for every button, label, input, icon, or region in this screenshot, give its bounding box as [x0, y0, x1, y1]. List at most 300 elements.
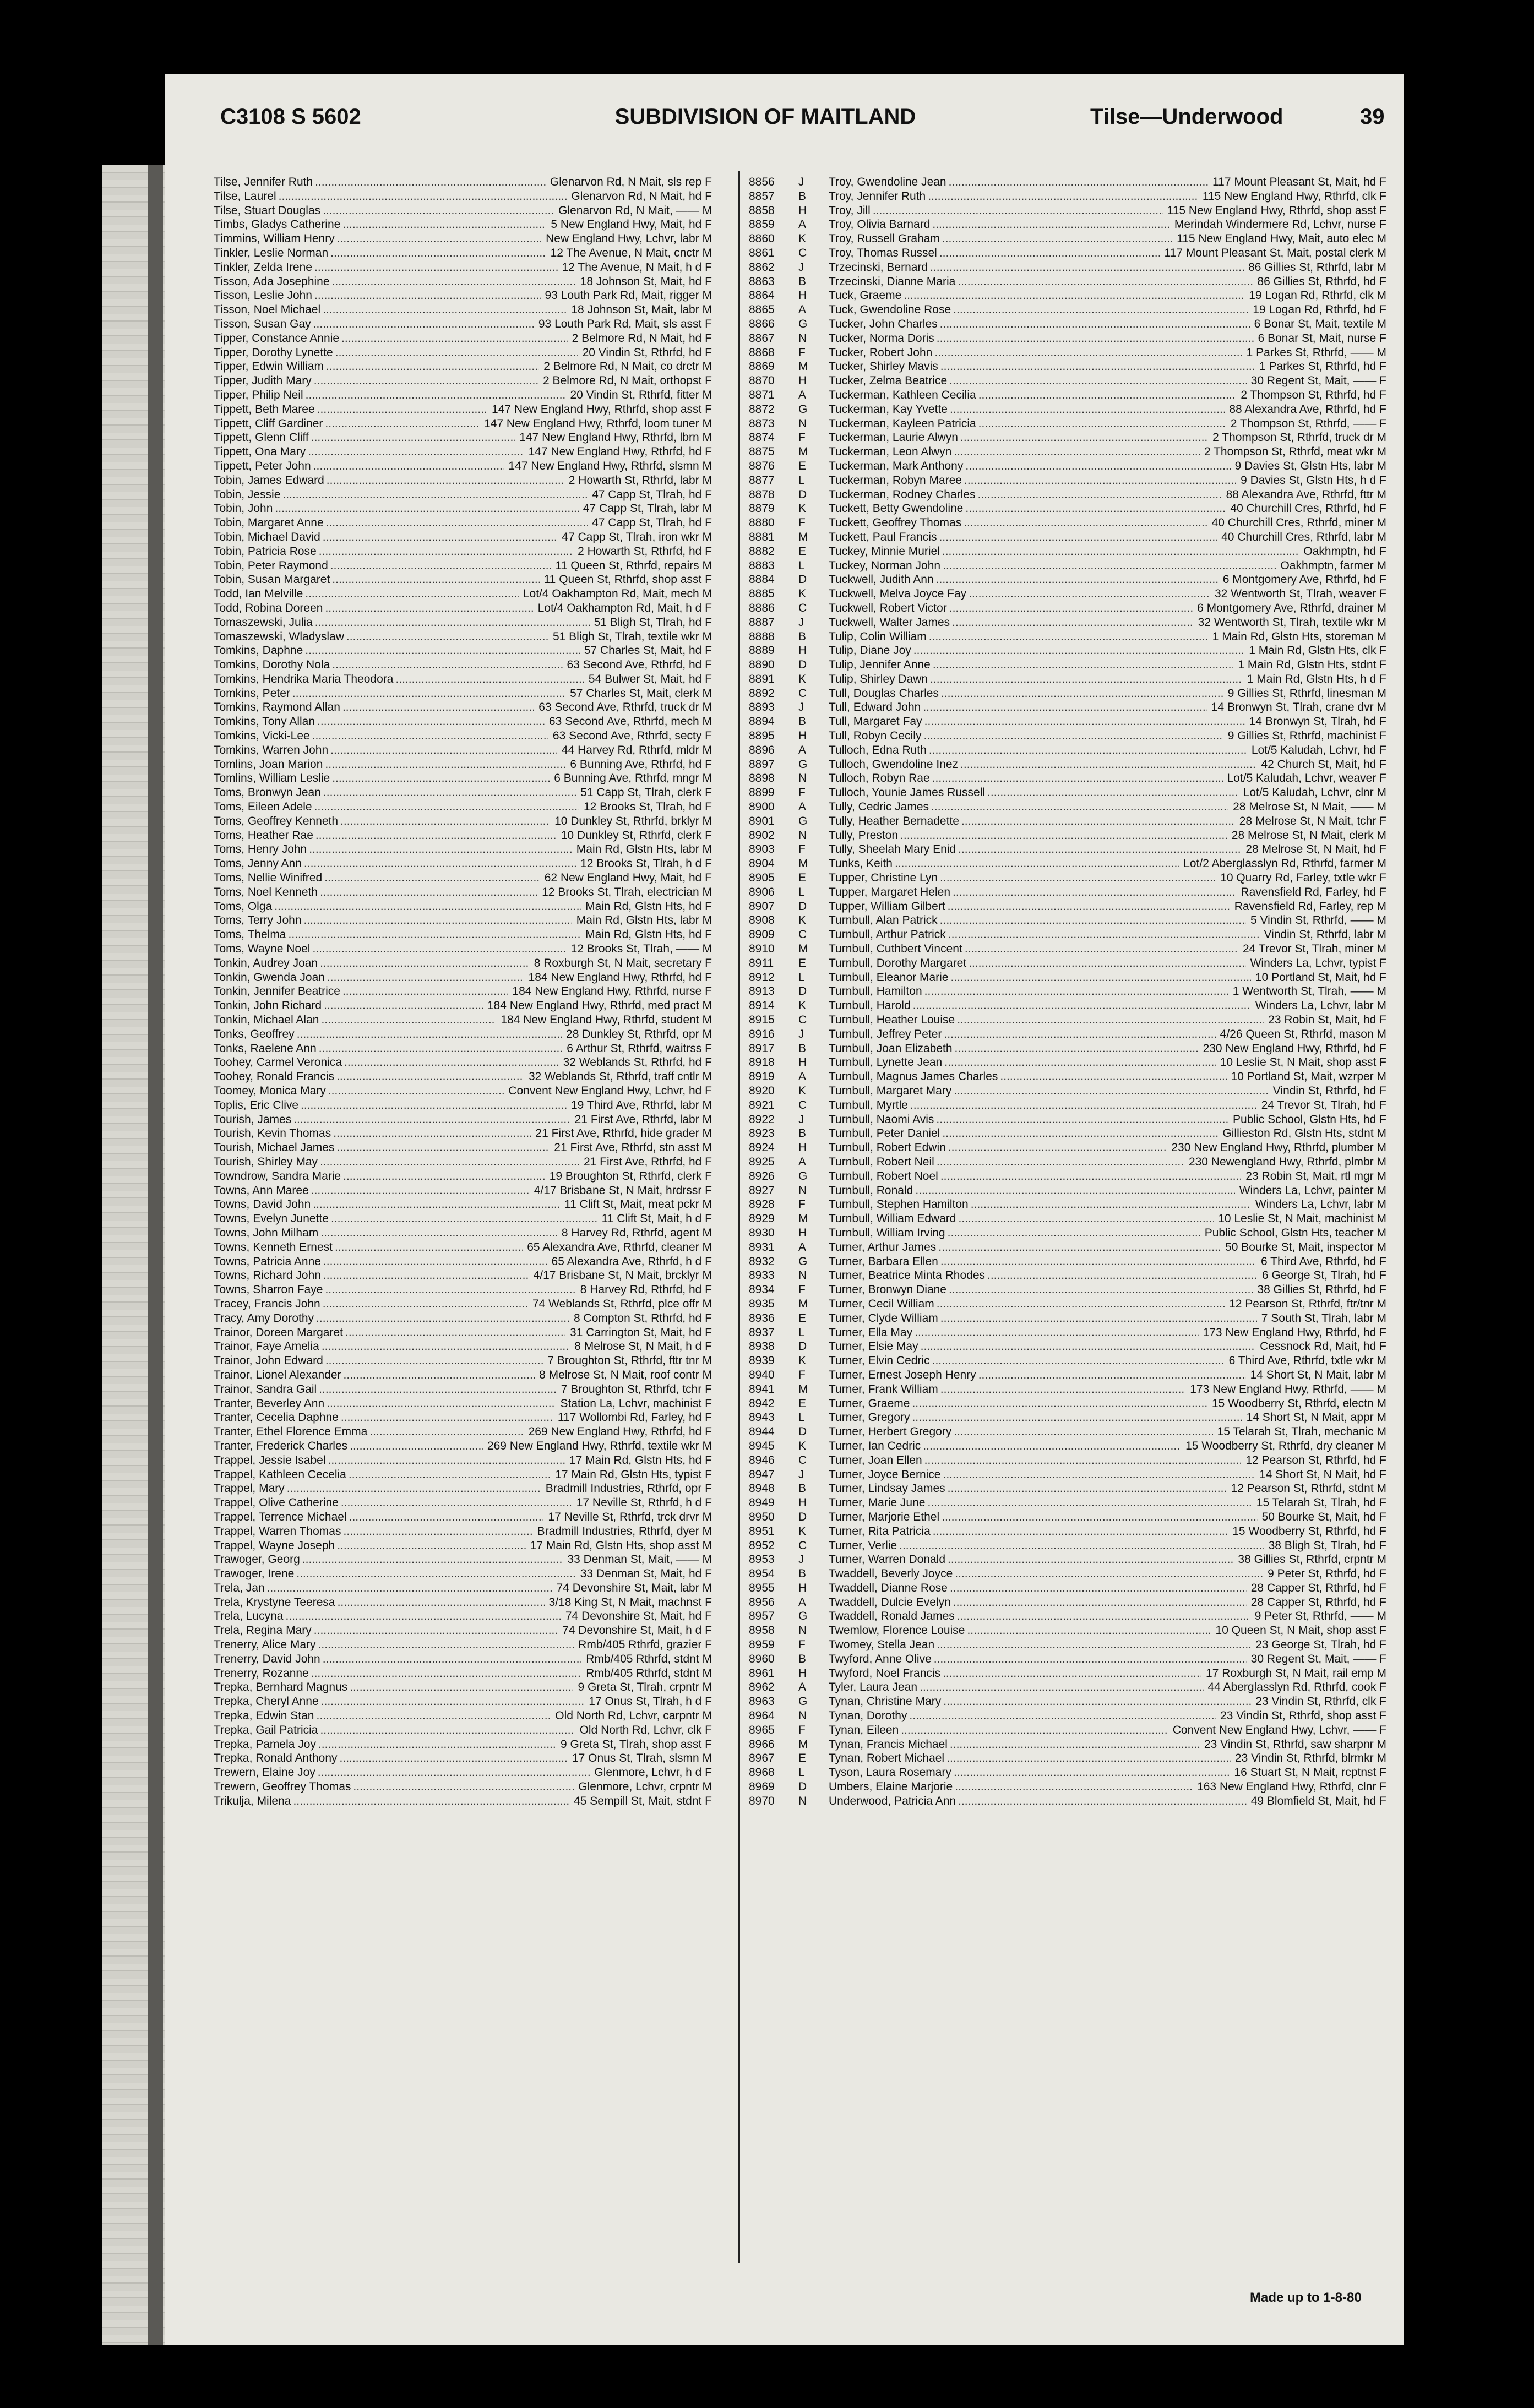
entry-name: Trainor, Faye Amelia	[214, 1340, 319, 1353]
entry-address: 6 Arthur St, Rthrfd, waitrss F	[567, 1042, 712, 1055]
entry-name: Turner, Beatrice Minta Rhodes	[829, 1269, 986, 1282]
entry-name: Tracey, Francis John	[214, 1297, 320, 1310]
entry-name: Tuckerman, Kathleen Cecilia	[829, 388, 976, 401]
entry-name: Turnbull, Myrtle	[829, 1098, 908, 1112]
directory-entry	[749, 999, 1386, 1013]
entry-name: Turnbull, Hamilton	[829, 985, 922, 998]
directory-entry	[214, 885, 712, 900]
entry-address: 1 Wentworth St, Tlrah, —— M	[1232, 985, 1386, 998]
directory-entry	[214, 842, 712, 857]
directory-entry	[214, 374, 712, 388]
entry-address: 14 Short St, N Mait, labr M	[1250, 1368, 1386, 1381]
leader-dots	[317, 402, 487, 417]
polling-code: M	[798, 1737, 808, 1751]
entry-address: 1 Main Rd, Glstn Hts, h d F	[1247, 672, 1386, 685]
entry-address: 45 Sempill St, Mait, stdnt F	[574, 1794, 712, 1807]
directory-entry	[749, 715, 1386, 729]
leader-dots	[954, 1766, 1230, 1780]
entry-address: 163 New England Hwy, Rthrfd, clnr F	[1197, 1780, 1386, 1794]
entry-address: 74 Devonshire St, Mait, h d F	[562, 1624, 712, 1637]
elector-number: 8933	[749, 1269, 775, 1282]
leader-dots	[909, 1709, 1216, 1723]
directory-entry	[214, 1055, 712, 1070]
leader-dots	[940, 1169, 1242, 1184]
directory-entry	[749, 1042, 1386, 1056]
entry-name: Turnbull, Jeffrey Peter	[829, 1027, 942, 1040]
directory-entry	[214, 658, 712, 672]
leader-dots	[323, 1255, 547, 1269]
entry-address: 147 New England Hwy, Rthrfd, loom tuner M	[484, 417, 712, 430]
directory-entry	[214, 1197, 712, 1212]
directory-entry	[749, 1453, 1386, 1468]
entry-name: Tipper, Philip Neil	[214, 388, 303, 401]
entry-address: 74 Devonshire St, Mait, labr M	[556, 1581, 712, 1594]
polling-code: K	[798, 502, 807, 515]
elector-number: 8885	[749, 587, 775, 601]
entry-name: Trawoger, Irene	[214, 1567, 295, 1581]
elector-number: 8965	[749, 1723, 775, 1736]
leader-dots	[323, 786, 576, 800]
entry-name: Tynan, Christine Mary	[829, 1695, 942, 1708]
entry-name: Troy, Jill	[829, 204, 871, 217]
leader-dots	[942, 232, 1172, 246]
entry-address: 11 Queen St, Rthrfd, repairs M	[555, 559, 712, 572]
polling-code: E	[798, 544, 807, 558]
leader-dots	[978, 1368, 1246, 1382]
entry-address: 10 Quarry Rd, Farley, txtle wkr F	[1220, 871, 1386, 885]
directory-entry	[214, 1539, 712, 1553]
entry-address: 9 Davies St, Glstn Hts, labr M	[1234, 459, 1386, 472]
entry-name: Trainor, Sandra Gail	[214, 1382, 317, 1396]
directory-entry	[749, 417, 1386, 431]
polling-code: F	[798, 843, 806, 856]
entry-address: 2 Thompson St, Rthrfd, truck dr M	[1212, 431, 1386, 444]
leader-dots	[923, 700, 1206, 715]
polling-code: F	[798, 346, 806, 359]
entry-address: 28 Melrose St, N Mait, hd F	[1245, 843, 1386, 856]
entry-address: 33 Denman St, Mait, hd F	[580, 1567, 712, 1581]
entry-address: 12 Pearson St, Rthrfd, hd F	[1245, 1453, 1386, 1467]
elector-number: 8937	[749, 1326, 775, 1339]
polling-code: N	[798, 1184, 807, 1197]
elector-number: 8963	[749, 1695, 775, 1708]
entry-address: 6 Bunning Ave, Rthrfd, mngr M	[554, 772, 712, 785]
entry-name: Tucker, Robert John	[829, 346, 933, 359]
leader-dots	[931, 800, 1228, 814]
entry-name: Toohey, Ronald Francis	[214, 1070, 335, 1083]
leader-dots	[344, 1055, 559, 1070]
entry-name: Tuckwell, Judith Ann	[829, 573, 934, 586]
polling-code: L	[798, 1326, 805, 1339]
polling-code: H	[798, 1666, 807, 1680]
directory-entry	[214, 1155, 712, 1169]
directory-entry	[749, 601, 1386, 615]
elector-number: 8865	[749, 303, 775, 317]
leader-dots	[948, 1141, 1167, 1155]
leader-dots	[954, 445, 1200, 459]
entry-name: Tisson, Susan Gay	[214, 317, 311, 330]
directory-entry	[749, 217, 1386, 232]
entry-address: 6 Third Ave, Rthrfd, txtle wkr M	[1228, 1354, 1386, 1368]
directory-entry	[214, 672, 712, 687]
elector-number: 8864	[749, 289, 775, 302]
elector-number: 8968	[749, 1766, 775, 1779]
entry-name: Towns, Patricia Anne	[214, 1255, 321, 1268]
polling-code: G	[798, 402, 808, 416]
directory-entry	[214, 771, 712, 786]
entry-address: 8 Melrose St, N Mait, roof contr M	[539, 1368, 712, 1381]
directory-entry	[749, 1481, 1386, 1496]
elector-number: 8936	[749, 1311, 775, 1325]
directory-entry	[749, 1397, 1386, 1411]
entry-name: Tisson, Noel Michael	[214, 303, 321, 317]
leader-dots	[950, 402, 1225, 417]
leader-dots	[948, 1552, 1233, 1567]
entry-address: 93 Louth Park Rd, Mait, sls asst F	[538, 317, 712, 330]
entry-address: Merindah Windermere Rd, Lchvr, nurse F	[1174, 218, 1386, 231]
entry-name: Tisson, Leslie John	[214, 289, 312, 302]
leader-dots	[337, 1539, 525, 1553]
entry-address: 269 New England Hwy, Rthrfd, hd F	[528, 1425, 712, 1439]
directory-entry	[214, 1723, 712, 1737]
entry-address: 8 Roxburgh St, N Mait, secretary F	[534, 956, 712, 969]
entry-name: Tynan, Dorothy	[829, 1709, 907, 1723]
entry-address: Winders La, Lchvr, labr M	[1255, 999, 1386, 1012]
directory-entry	[214, 530, 712, 544]
leader-dots	[958, 1212, 1214, 1226]
directory-entry	[214, 559, 712, 573]
elector-number: 8922	[749, 1113, 775, 1126]
entry-name: Tully, Cedric James	[829, 800, 929, 814]
directory-entry	[214, 175, 712, 189]
leader-dots	[939, 246, 1160, 260]
entry-name: Trawoger, Georg	[214, 1553, 300, 1566]
entry-name: Tranter, Frederick Charles	[214, 1439, 348, 1452]
leader-dots	[953, 885, 1236, 900]
entry-name: Trappel, Kathleen Cecelia	[214, 1468, 346, 1481]
entry-address: 86 Gillies St, Rthrfd, labr M	[1248, 260, 1386, 274]
elector-number: 8914	[749, 999, 775, 1012]
directory-entry	[749, 1141, 1386, 1155]
directory-entry	[749, 885, 1386, 900]
entry-address: Glenmore, Lchvr, crpntr M	[578, 1780, 712, 1794]
entry-name: Tuckerman, Kay Yvette	[829, 402, 948, 416]
polling-code: K	[798, 1439, 807, 1452]
leader-dots	[318, 1737, 556, 1752]
entry-address: 47 Capp St, Tlrah, hd F	[592, 516, 712, 530]
entry-address: Lot/5 Kaludah, Lchvr, clnr M	[1243, 786, 1386, 799]
entry-name: Towns, Evelyn Junette	[214, 1212, 329, 1225]
directory-entry	[749, 204, 1386, 218]
polling-code: H	[798, 289, 807, 302]
entry-address: 50 Bourke St, Mait, inspector M	[1225, 1240, 1386, 1254]
directory-entry	[214, 913, 712, 928]
leader-dots	[327, 473, 564, 488]
entry-name: Turner, Clyde William	[829, 1311, 938, 1325]
elector-number: 8897	[749, 758, 775, 771]
directory-entry	[214, 857, 712, 871]
entry-address: Rmb/405 Rthrfd, stdnt M	[586, 1666, 712, 1680]
entry-address: 17 Neville St, Rthrfd, trck drvr M	[548, 1510, 712, 1523]
entry-address: 28 Melrose St, N Mait, clerk M	[1231, 829, 1386, 842]
leader-dots	[287, 1481, 541, 1496]
directory-entry	[749, 374, 1386, 388]
directory-entry	[214, 1042, 712, 1056]
directory-entry	[214, 942, 712, 956]
entry-name: Turnbull, Peter Daniel	[829, 1127, 940, 1140]
leader-dots	[948, 928, 1260, 942]
entry-name: Trikulja, Milena	[214, 1794, 291, 1807]
elector-number: 8949	[749, 1496, 775, 1510]
leader-dots	[275, 502, 578, 516]
polling-code: E	[798, 1311, 807, 1325]
leader-dots	[940, 1311, 1257, 1326]
leader-dots	[915, 1184, 1234, 1198]
entry-address: 17 Roxburgh St, N Mait, rail emp M	[1206, 1666, 1386, 1680]
leader-dots	[938, 1240, 1221, 1255]
directory-entry	[214, 204, 712, 218]
elector-number: 8882	[749, 544, 775, 558]
entry-address: 38 Gillies St, Rthrfd, hd F	[1257, 1283, 1386, 1296]
leader-dots	[320, 1226, 557, 1240]
elector-number: 8942	[749, 1397, 775, 1410]
elector-number: 8960	[749, 1652, 775, 1665]
entry-name: Towns, David John	[214, 1198, 311, 1211]
entry-address: 7 South St, Tlrah, labr M	[1261, 1311, 1386, 1325]
entry-address: 15 Telarah St, Tlrah, hd F	[1256, 1496, 1386, 1510]
entry-address: 4/17 Brisbane St, N Mait, hrdrssr F	[534, 1184, 712, 1197]
directory-entry	[214, 786, 712, 800]
entry-address: Winders La, Lchvr, typist F	[1250, 956, 1386, 969]
polling-code: L	[798, 885, 805, 898]
leader-dots	[948, 900, 1230, 914]
leader-dots	[332, 771, 550, 786]
directory-entry	[749, 459, 1386, 473]
entry-address: 2 Belmore Rd, N Mait, co drctr M	[543, 360, 712, 373]
directory-entry	[749, 1055, 1386, 1070]
leader-dots	[304, 913, 572, 928]
entry-address: 115 New England Hwy, Rthrfd, shop asst F	[1167, 204, 1386, 217]
entry-name: Tinkler, Zelda Irene	[214, 260, 312, 274]
directory-entry	[749, 1539, 1386, 1553]
polling-code: H	[798, 374, 807, 388]
entry-address: Station La, Lchvr, machinist F	[560, 1397, 712, 1410]
leader-dots	[899, 1539, 1264, 1553]
entry-address: 147 New England Hwy, Rthrfd, shop asst F	[492, 402, 712, 416]
directory-entry	[749, 1695, 1386, 1709]
entry-name: Trzecinski, Dianne Maria	[829, 275, 956, 288]
leader-dots	[1000, 1070, 1226, 1084]
leader-dots	[936, 573, 1219, 587]
entry-name: Tobin, Michael David	[214, 530, 320, 543]
leader-dots	[336, 1141, 550, 1155]
entry-name: Towns, Sharron Faye	[214, 1283, 323, 1296]
leader-dots	[333, 1126, 531, 1141]
entry-name: Turnbull, Ronald	[829, 1184, 913, 1197]
directory-entry	[214, 1326, 712, 1340]
entry-name: Turner, Cecil William	[829, 1297, 934, 1310]
leader-dots	[965, 459, 1230, 473]
directory-entry	[749, 317, 1386, 331]
polling-code: G	[798, 1255, 808, 1268]
directory-entry	[749, 1311, 1386, 1326]
entry-name: Turnbull, Magnus James Charles	[829, 1070, 998, 1083]
elector-number: 8858	[749, 204, 775, 217]
entry-address: 8 Harvey Rd, Rthrfd, agent M	[561, 1226, 712, 1239]
entry-name: Turnbull, Cuthbert Vincent	[829, 943, 962, 956]
directory-entry	[749, 1666, 1386, 1681]
entry-address: 63 Second Ave, Rthrfd, secty F	[552, 729, 712, 743]
entry-name: Tuckerman, Rodney Charles	[829, 488, 976, 501]
directory-entry	[214, 758, 712, 772]
leader-dots	[301, 1098, 567, 1113]
entry-address: 184 New England Hwy, Rthrfd, nurse F	[512, 985, 712, 998]
directory-entry	[214, 1439, 712, 1453]
directory-entry	[749, 587, 1386, 601]
leader-dots	[343, 1169, 545, 1184]
directory-entry	[749, 559, 1386, 573]
leader-dots	[324, 871, 540, 885]
entry-name: Turnbull, William Irving	[829, 1226, 945, 1239]
entry-address: 8 Harvey Rd, Rthrfd, hd F	[580, 1283, 712, 1296]
entry-name: Tulip, Colin William	[829, 630, 927, 643]
entry-address: 86 Gillies St, Rthrfd, hd F	[1257, 275, 1386, 288]
entry-name: Troy, Gwendoline Jean	[829, 176, 946, 188]
entry-address: Glenmore, Lchvr, h d F	[594, 1766, 712, 1779]
leader-dots	[978, 488, 1222, 502]
directory-entry	[214, 1410, 712, 1425]
directory-entry	[749, 1013, 1386, 1027]
directory-entry	[214, 871, 712, 885]
entry-name: Turner, Bronwyn Diane	[829, 1283, 946, 1296]
directory-entry	[749, 1552, 1386, 1567]
entry-address: 12 The Avenue, N Mait, cnctr M	[550, 246, 712, 259]
entry-name: Tobin, Margaret Anne	[214, 516, 324, 530]
polling-code: F	[798, 431, 806, 444]
leader-dots	[950, 1581, 1247, 1595]
entry-address: Old North Rd, Lchvr, carpntr M	[555, 1709, 712, 1723]
leader-dots	[309, 842, 572, 857]
entry-name: Underwood, Patricia Ann	[829, 1794, 956, 1807]
entry-name: Turner, Lindsay James	[829, 1482, 945, 1495]
entry-name: Tonks, Raelene Ann	[214, 1042, 317, 1055]
entry-address: 54 Bulwer St, Mait, hd F	[588, 672, 712, 685]
elector-number: 8891	[749, 672, 775, 685]
elector-number: 8856	[749, 176, 775, 188]
entry-address: 8 Compton St, Rthrfd, hd F	[574, 1311, 712, 1325]
entry-address: Oakhmptn, hd F	[1303, 544, 1386, 558]
leader-dots	[937, 1638, 1251, 1652]
polling-code: C	[798, 246, 807, 259]
directory-entry	[214, 1751, 712, 1766]
directory-entry	[214, 1070, 712, 1084]
entry-address: 32 Weblands St, Rthrfd, traff cntlr M	[528, 1070, 712, 1083]
directory-entry	[749, 445, 1386, 459]
leader-dots	[330, 743, 557, 758]
leader-dots	[316, 1311, 569, 1326]
entry-name: Trela, Regina Mary	[214, 1624, 312, 1637]
entry-name: Tucker, John Charles	[829, 317, 938, 330]
entry-name: Tomkins, Daphne	[214, 644, 303, 657]
polling-code: A	[798, 388, 807, 401]
directory-entry	[749, 530, 1386, 544]
entry-name: Tuckerman, Robyn Maree	[829, 473, 962, 487]
entry-name: Tuckey, Norman John	[829, 559, 941, 572]
leader-dots	[923, 729, 1223, 743]
entry-address: 115 New England Hwy, Rthrfd, clk F	[1202, 189, 1386, 203]
leader-dots	[340, 814, 550, 829]
entry-name: Turnbull, Stephen Hamilton	[829, 1198, 969, 1211]
entry-name: Tourish, Kevin Thomas	[214, 1127, 331, 1140]
leader-dots	[915, 1326, 1198, 1340]
entry-name: Tupper, William Gilbert	[829, 900, 945, 913]
elector-number: 8881	[749, 530, 775, 543]
entry-name: Towns, John Milham	[214, 1226, 319, 1239]
polling-code: B	[798, 189, 807, 203]
directory-entry	[749, 1609, 1386, 1624]
polling-code: J	[798, 1553, 804, 1566]
elector-number: 8957	[749, 1610, 775, 1623]
entry-address: 10 Leslie St, N Mait, shop asst F	[1220, 1056, 1386, 1069]
leader-dots	[873, 204, 1163, 218]
directory-entry	[749, 1326, 1386, 1340]
polling-code: K	[798, 1354, 807, 1368]
directory-entry	[749, 388, 1386, 402]
directory-entry	[214, 232, 712, 246]
polling-code: J	[798, 1113, 804, 1126]
directory-entry	[749, 984, 1386, 999]
leader-dots	[346, 630, 548, 644]
directory-entry	[749, 1212, 1386, 1226]
directory-entry	[214, 1141, 712, 1155]
leader-dots	[325, 758, 565, 772]
entry-name: Turner, Verlie	[829, 1539, 897, 1552]
directory-entry	[214, 743, 712, 758]
leader-dots	[318, 1638, 574, 1652]
entry-name: Trzecinski, Bernard	[829, 260, 928, 274]
entry-name: Turner, Joan Ellen	[829, 1453, 922, 1467]
directory-entry	[214, 1098, 712, 1113]
entry-address: 15 Woodberry St, Rthrfd, hd F	[1232, 1524, 1386, 1538]
polling-code: H	[798, 204, 807, 217]
entry-address: 11 Queen St, Rthrfd, shop asst F	[543, 573, 712, 586]
directory-entry	[749, 1283, 1386, 1297]
directory-entry	[749, 1425, 1386, 1439]
directory-entry	[214, 1552, 712, 1567]
entry-name: Trappel, Olive Catherine	[214, 1496, 339, 1510]
entry-name: Turner, Marie June	[829, 1496, 926, 1510]
elector-number: 8959	[749, 1638, 775, 1652]
entry-name: Toms, Noel Kenneth	[214, 885, 318, 898]
directory-entry	[214, 359, 712, 374]
polling-code: D	[798, 1510, 807, 1523]
leader-dots	[933, 1524, 1228, 1539]
entry-name: Tinkler, Leslie Norman	[214, 246, 329, 259]
entry-address: 57 Charles St, Mait, clerk M	[570, 687, 712, 700]
elector-number: 8954	[749, 1567, 775, 1581]
leader-dots	[331, 1212, 597, 1226]
elector-number: 8907	[749, 900, 775, 913]
leader-dots	[311, 1666, 581, 1681]
elector-number: 8929	[749, 1212, 775, 1225]
elector-number: 8927	[749, 1184, 775, 1197]
elector-number: 8890	[749, 658, 775, 672]
entry-address: Vindin St, Rthrfd, labr M	[1264, 928, 1386, 941]
leader-dots	[321, 1013, 496, 1027]
polling-code: H	[798, 1581, 807, 1594]
leader-dots	[312, 729, 548, 743]
directory-entry	[749, 1595, 1386, 1610]
